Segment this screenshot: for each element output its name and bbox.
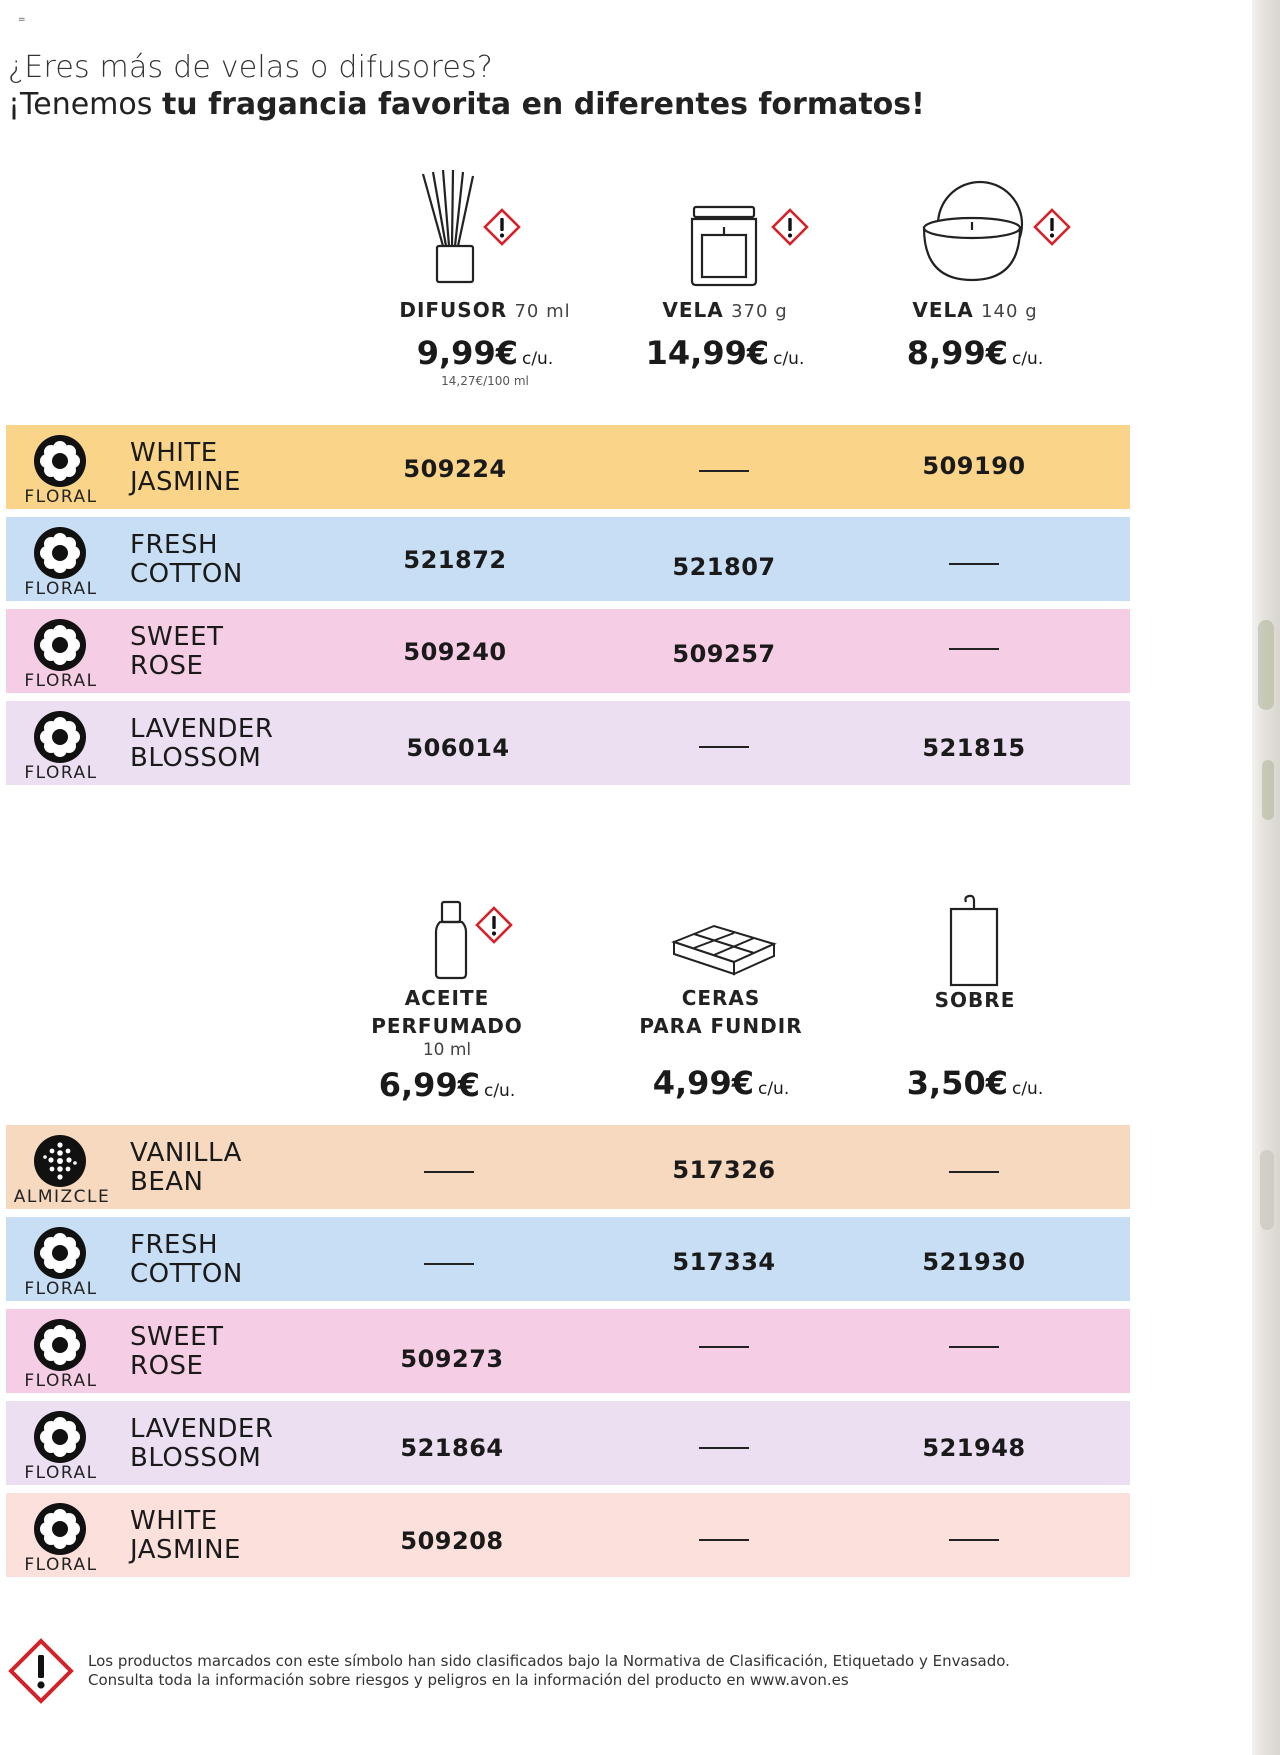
leaf-decoration [1258, 620, 1274, 710]
product-code: 521930 [922, 1248, 1026, 1276]
product-code: 521815 [922, 734, 1026, 762]
floral-icon [32, 1225, 88, 1281]
wax-melts-icon [670, 922, 778, 978]
corner-mark: = [18, 15, 26, 25]
product-wax-melts: CERAS PARA FUNDIR 4,99€ c/u. [596, 986, 846, 1102]
floral-icon [32, 1501, 88, 1557]
not-available-dash [699, 470, 749, 472]
product-code: 509257 [672, 640, 776, 668]
not-available-dash [699, 1447, 749, 1449]
floral-icon [32, 617, 88, 673]
unit-price-note: 14,27€/100 ml [441, 374, 529, 388]
table-row [6, 517, 1130, 601]
scent-name: VANILLA BEAN [130, 1138, 242, 1197]
not-available-dash [949, 648, 999, 650]
oil-bottle-icon [433, 900, 469, 980]
bowl-candle-icon [920, 180, 1028, 286]
product-code: 517334 [672, 1248, 776, 1276]
table-row [6, 1125, 1130, 1209]
floral-icon [32, 1317, 88, 1373]
not-available-dash [699, 746, 749, 748]
scent-name: WHITE JASMINE [130, 1506, 241, 1565]
family-label: FLORAL [24, 1279, 98, 1299]
headline-question: ¿Eres más de velas o difusores? [8, 50, 493, 85]
scent-name: FRESH COTTON [130, 1230, 243, 1289]
hazard-warning-icon [1033, 208, 1071, 246]
headline-tagline: ¡Tenemos tu fragancia favorita en diferentes formatos! [8, 87, 925, 122]
table-row [6, 1309, 1130, 1393]
price: 8,99€ c/u. [906, 334, 1044, 372]
not-available-dash [949, 1171, 999, 1173]
scent-name: FRESH COTTON [130, 530, 243, 589]
side-photo-strip [1252, 0, 1280, 1755]
product-code: 509240 [403, 638, 507, 666]
headline [8, 50, 1008, 122]
family-label: FLORAL [24, 763, 98, 783]
jar-candle-icon [686, 205, 762, 287]
hazard-warning-icon [8, 1638, 74, 1704]
product-code: 509208 [400, 1527, 504, 1555]
price: 14,99€ c/u. [645, 334, 805, 372]
family-label: FLORAL [24, 1371, 98, 1391]
petal-decoration [1260, 1150, 1274, 1230]
not-available-dash [949, 563, 999, 565]
scent-name: SWEET ROSE [130, 622, 224, 681]
diffuser-icon [415, 168, 485, 286]
sachet-icon [948, 893, 1000, 987]
product-code: 521864 [400, 1434, 504, 1462]
not-available-dash [699, 1539, 749, 1541]
disclaimer-text: Los productos marcados con este símbolo han sido clasificados bajo la Normativa de Clasificación, Etiquetado y Envasado. Consulta toda la información sobre riesgos y peligros en la información del producto en www.avon.es [88, 1652, 1010, 1689]
floral-icon [32, 433, 88, 489]
family-label: FLORAL [24, 1463, 98, 1483]
scent-name: SWEET ROSE [130, 1322, 224, 1381]
product-candle-370: VELA 370 g 14,99€ c/u. [600, 298, 850, 372]
hazard-warning-icon [483, 208, 521, 246]
table-row [6, 609, 1130, 693]
family-label: FLORAL [24, 487, 98, 507]
product-code: 509273 [400, 1345, 504, 1373]
product-code: 509224 [403, 455, 507, 483]
not-available-dash [424, 1171, 474, 1173]
floral-icon [32, 1409, 88, 1465]
price: 6,99€ c/u. [378, 1066, 516, 1104]
scent-name: LAVENDER BLOSSOM [130, 1414, 274, 1473]
price: 4,99€ c/u. [652, 1064, 790, 1102]
scent-name: WHITE JASMINE [130, 438, 241, 497]
family-label: ALMIZCLE [13, 1187, 111, 1207]
not-available-dash [699, 1346, 749, 1348]
product-code: 521872 [403, 546, 507, 574]
product-code: 506014 [406, 734, 510, 762]
product-candle-140: VELA 140 g 8,99€ c/u. [850, 298, 1100, 372]
not-available-dash [949, 1346, 999, 1348]
family-label: FLORAL [24, 579, 98, 599]
product-sachet: SOBRE 3,50€ c/u. [850, 988, 1100, 1102]
musk-icon [32, 1133, 88, 1189]
hazard-warning-icon [475, 906, 513, 944]
product-scented-oil: ACEITE PERFUMADO 10 ml 6,99€ c/u. [322, 986, 572, 1104]
product-code: 509190 [922, 452, 1026, 480]
product-diffuser: DIFUSOR 70 ml 9,99€ c/u. 14,27€/100 ml [360, 298, 610, 388]
price: 3,50€ c/u. [906, 1064, 1044, 1102]
family-label: FLORAL [24, 1555, 98, 1575]
floral-icon [32, 525, 88, 581]
product-code: 521948 [922, 1434, 1026, 1462]
not-available-dash [424, 1263, 474, 1265]
scent-name: LAVENDER BLOSSOM [130, 714, 274, 773]
leaf-decoration [1262, 760, 1274, 820]
family-label: FLORAL [24, 671, 98, 691]
hazard-warning-icon [771, 208, 809, 246]
price: 9,99€ c/u. [416, 334, 554, 372]
product-code: 521807 [672, 553, 776, 581]
floral-icon [32, 709, 88, 765]
table-row [6, 1493, 1130, 1577]
not-available-dash [949, 1539, 999, 1541]
product-code: 517326 [672, 1156, 776, 1184]
